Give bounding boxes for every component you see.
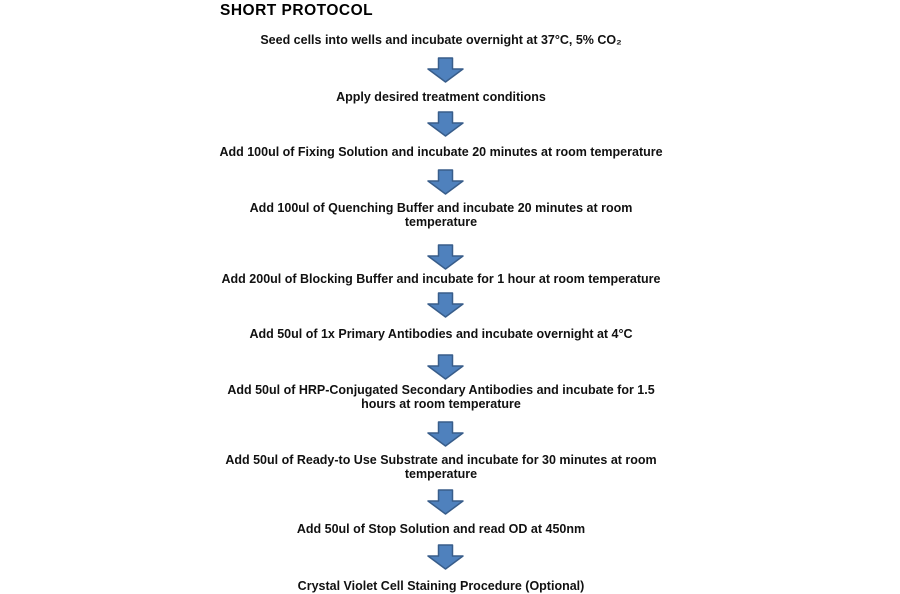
protocol-step bbox=[121, 145, 761, 159]
protocol-step-line: Add 100ul of Fixing Solution and incubate 20 minutes at room temperature bbox=[219, 145, 663, 159]
down-arrow-icon bbox=[427, 544, 464, 570]
down-arrow-icon bbox=[427, 489, 464, 515]
protocol-flowchart bbox=[121, 33, 761, 593]
down-arrow-icon bbox=[427, 244, 464, 270]
protocol-step-line: temperature bbox=[404, 467, 478, 481]
protocol-step-line: Crystal Violet Cell Staining Procedure (Optional) bbox=[297, 579, 585, 593]
protocol-step bbox=[121, 90, 761, 104]
protocol-step bbox=[121, 272, 761, 286]
down-arrow-icon bbox=[427, 292, 464, 318]
protocol-step-line: temperature bbox=[404, 215, 478, 229]
protocol-step bbox=[121, 453, 761, 481]
protocol-step bbox=[121, 201, 761, 229]
protocol-step-line: Add 100ul of Quenching Buffer and incubate 20 minutes at room bbox=[249, 201, 633, 215]
down-arrow-icon bbox=[427, 57, 464, 83]
page-title: SHORT PROTOCOL bbox=[220, 2, 374, 19]
protocol-step-line: Apply desired treatment conditions bbox=[336, 90, 546, 104]
protocol-step-line: Add 50ul of Stop Solution and read OD at 450nm bbox=[296, 522, 586, 536]
down-arrow-icon bbox=[427, 169, 464, 195]
protocol-step-line: hours at room temperature bbox=[361, 397, 521, 411]
down-arrow-icon bbox=[427, 111, 464, 137]
protocol-step-line: Add 200ul of Blocking Buffer and incubate for 1 hour at room temperature bbox=[221, 272, 661, 286]
protocol-step bbox=[121, 579, 761, 593]
protocol-step bbox=[121, 383, 761, 411]
protocol-step-line: Add 50ul of Ready-to Use Substrate and incubate for 30 minutes at room bbox=[225, 453, 657, 467]
protocol-step-line: Add 50ul of 1x Primary Antibodies and incubate overnight at 4°C bbox=[249, 327, 633, 341]
down-arrow-icon bbox=[427, 421, 464, 447]
protocol-step bbox=[121, 33, 761, 47]
protocol-step-line: Add 50ul of HRP-Conjugated Secondary Antibodies and incubate for 1.5 bbox=[227, 383, 655, 397]
down-arrow-icon bbox=[427, 354, 464, 380]
protocol-step bbox=[121, 522, 761, 536]
protocol-step bbox=[121, 327, 761, 341]
protocol-step-line: Seed cells into wells and incubate overnight at 37°C, 5% CO₂ bbox=[260, 33, 622, 47]
